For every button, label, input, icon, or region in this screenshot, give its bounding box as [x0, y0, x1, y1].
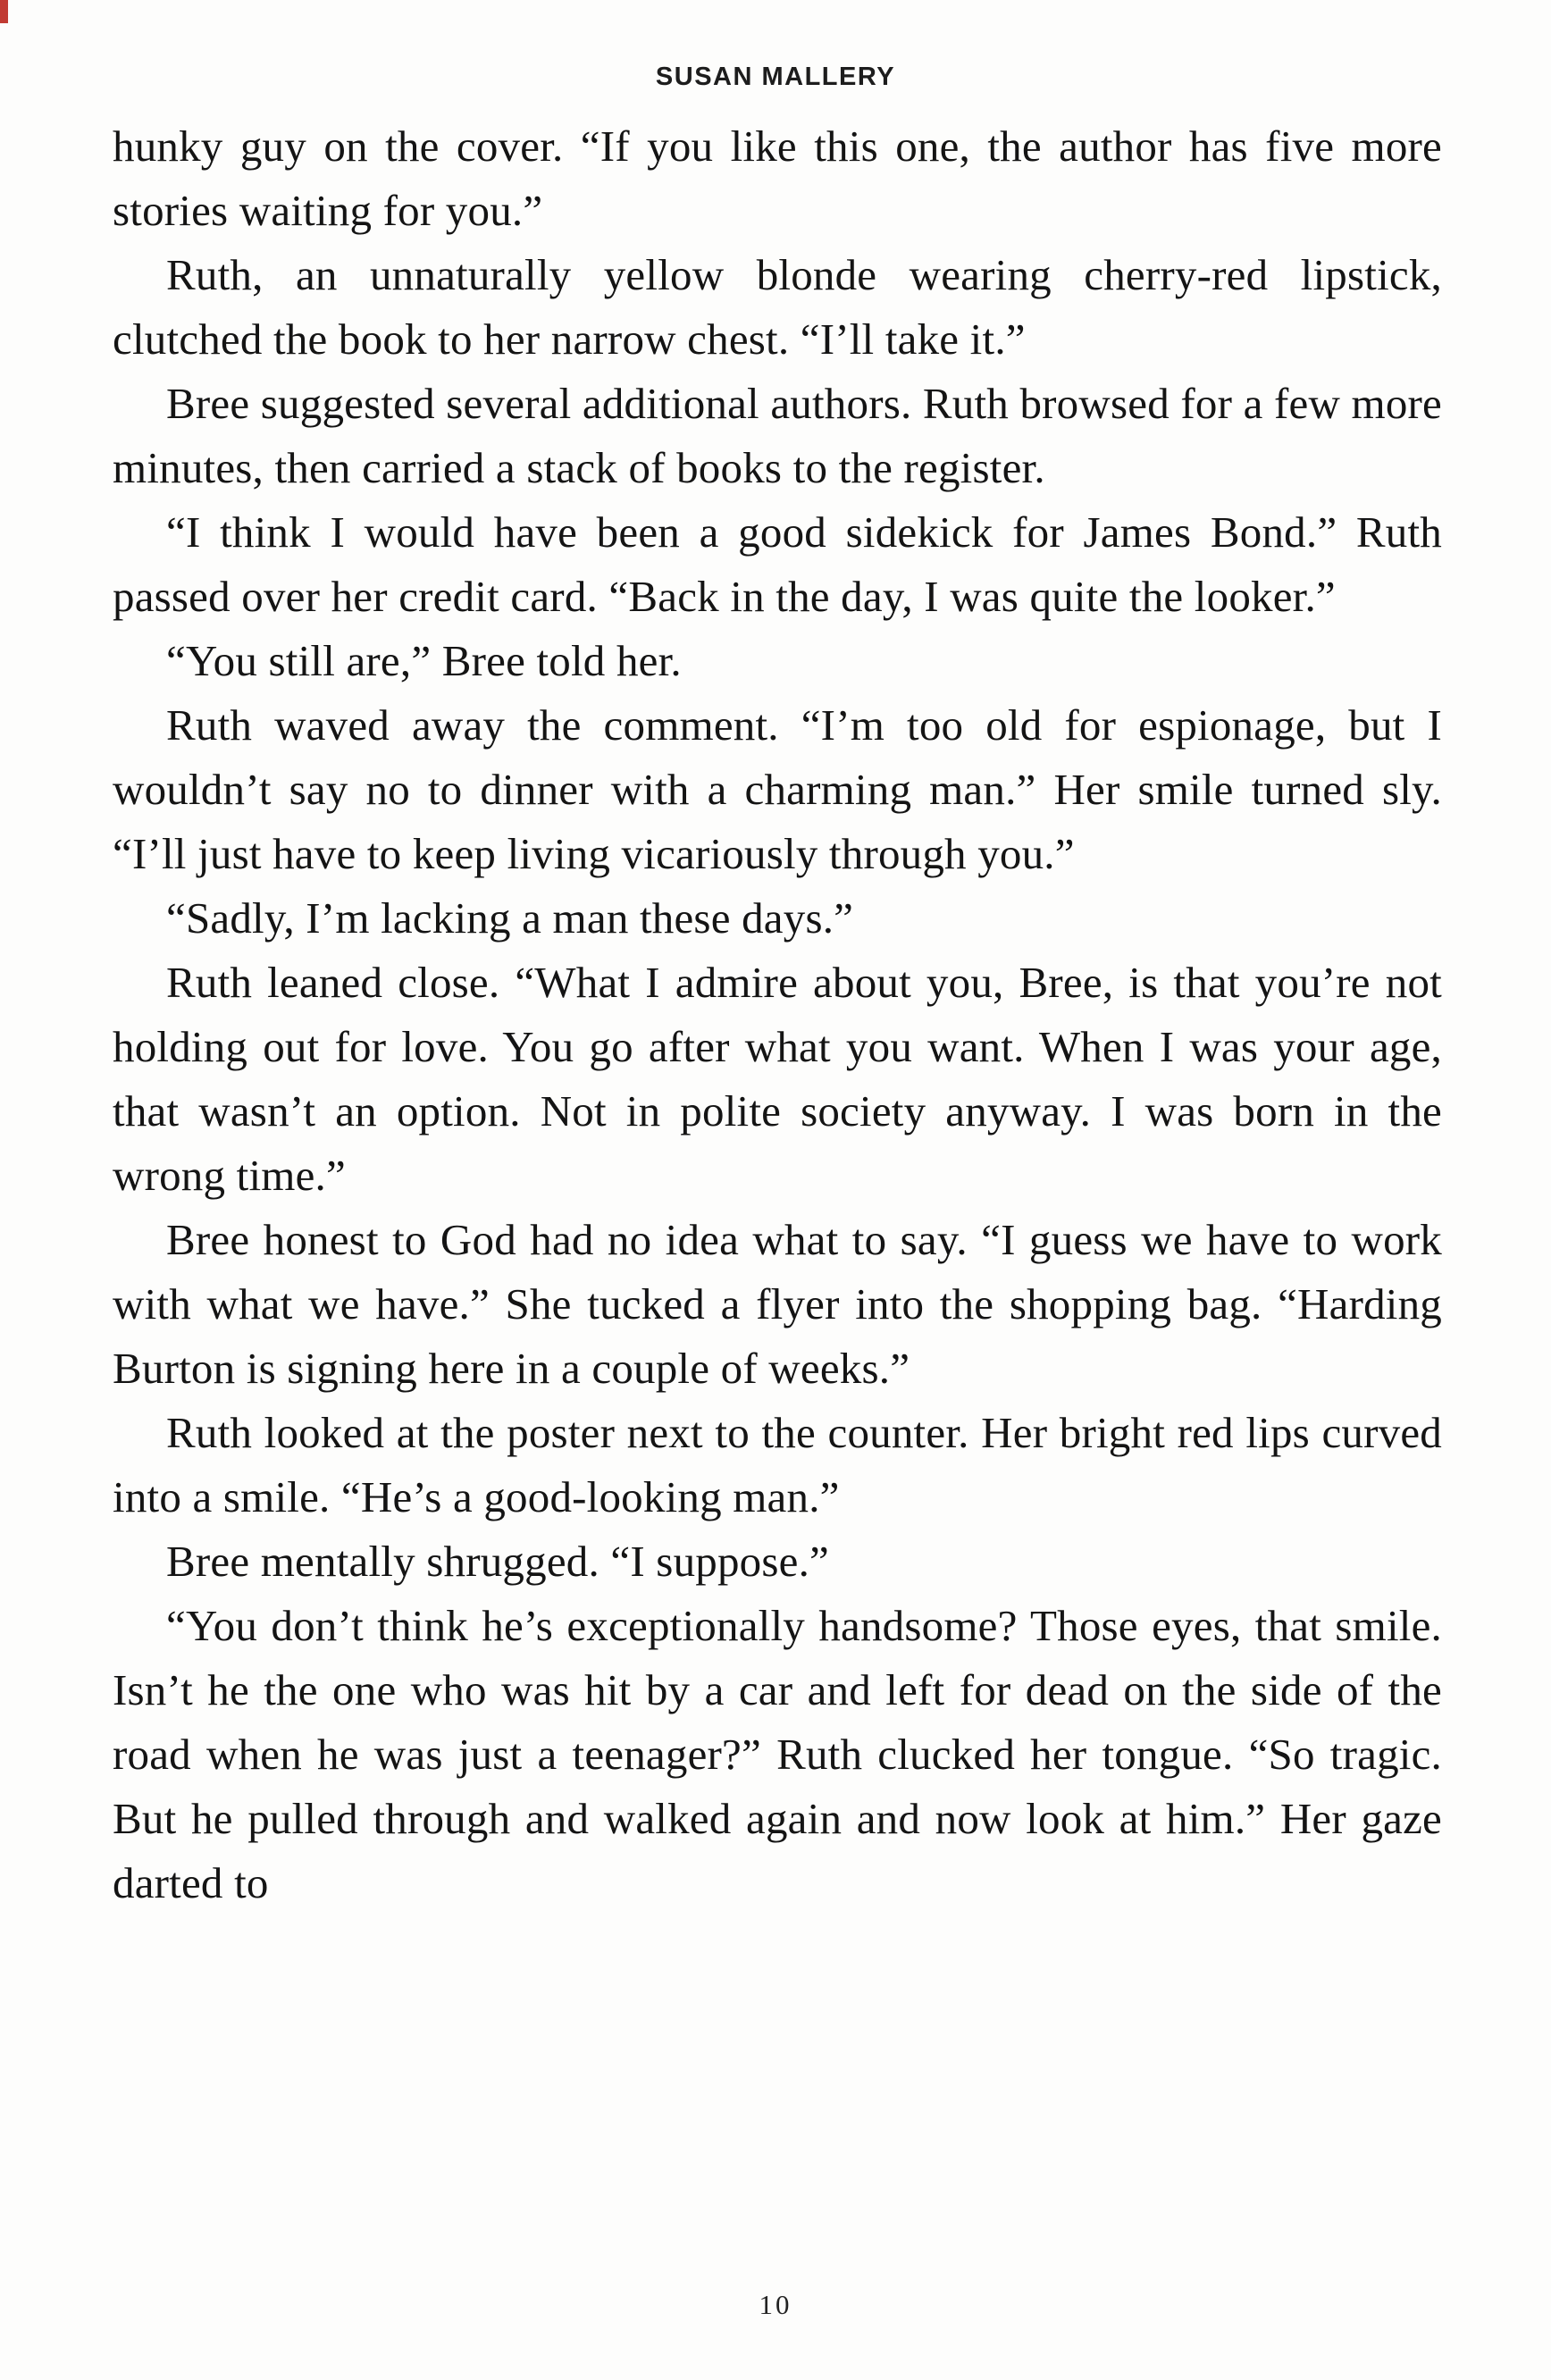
paragraph: “You don’t think he’s exceptionally handsome? Those eyes, that smile. Isn’t he the one who was hit by a car and left for dead on the side of the road when he was just a teenager?” Ruth clucked her tongue. “So tragic. But he pulled through and walked again and now look at him.” Her gaze darted to	[113, 1601, 1442, 1907]
scan-edge-artifact	[0, 0, 8, 23]
paragraph: “Sadly, I’m lacking a man these days.”	[166, 893, 854, 943]
paragraph: Ruth waved away the comment. “I’m too old for espionage, but I wouldn’t say no to dinner with a charming man.” Her smile turned sly. “I’ll just have to keep living vicariously through you.”	[113, 700, 1442, 878]
paragraph: “You still are,” Bree told her.	[166, 636, 682, 685]
paragraph: Bree honest to God had no idea what to say. “I guess we have to work with what we have.” She tucked a flyer into the shopping bag. “Harding Burton is signing here in a couple of weeks.”	[113, 1215, 1442, 1393]
paragraph: Bree suggested several additional authors. Ruth browsed for a few more minutes, then carried a stack of books to the register.	[113, 379, 1442, 492]
paragraph: Ruth, an unnaturally yellow blonde wearing cherry-red lipstick, clutched the book to her narrow chest. “I’ll take it.”	[113, 250, 1442, 364]
paragraph: Ruth looked at the poster next to the counter. Her bright red lips curved into a smile. “He’s a good-looking man.”	[113, 1408, 1442, 1521]
paragraph: “I think I would have been a good sidekick for James Bond.” Ruth passed over her credit card. “Back in the day, I was quite the looker.”	[113, 507, 1442, 621]
paragraph: hunky guy on the cover. “If you like this one, the author has five more stories waiting for you.”	[113, 122, 1442, 235]
body-text	[113, 114, 1442, 1915]
page-number: 10	[759, 2289, 792, 2320]
paragraph: Bree mentally shrugged. “I suppose.”	[166, 1537, 829, 1586]
running-header-author: SUSAN MALLERY	[655, 63, 896, 91]
paragraph: Ruth leaned close. “What I admire about you, Bree, is that you’re not holding out for love. You go after what you want. When I was your age, that wasn’t an option. Not in polite society anyway. I was born in the wrong time.”	[113, 958, 1442, 1200]
